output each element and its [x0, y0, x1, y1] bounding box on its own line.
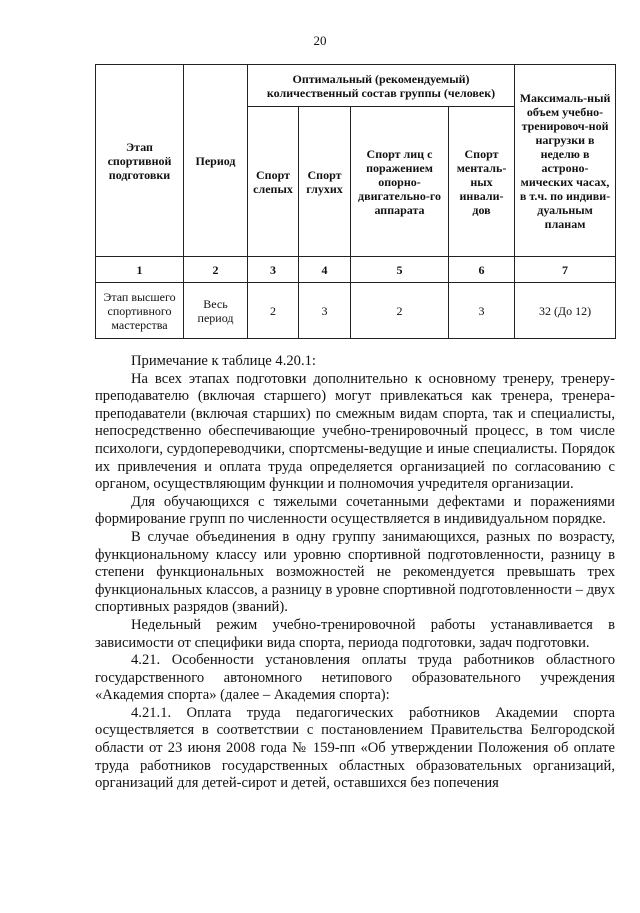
column-number: 2 — [184, 257, 248, 283]
column-number: 3 — [248, 257, 299, 283]
header-sport-mental: Спорт менталь-ных инвали-дов — [449, 107, 515, 257]
cell-period: Весь период — [184, 283, 248, 339]
cell-blind: 2 — [248, 283, 299, 339]
header-sport-deaf: Спорт глухих — [299, 107, 351, 257]
header-group-composition: Оптимальный (рекомендуемый) количественный состав группы (человек) — [248, 65, 515, 107]
paragraph: 4.21. Особенности установления оплаты труда работников областного государственного автономного нетипового образовательного учреждения «Академия спорта» (далее – Академия спорта): — [95, 652, 615, 704]
body-text — [95, 353, 615, 793]
header-max-load: Максималь-ный объем учебно-тренировоч-ной нагрузки в неделю в астроно-мических часах, в т.ч. по индиви-дуальным планам — [515, 65, 616, 257]
header-sport-musculoskeletal: Спорт лиц с поражением опорно-двигательно-го аппарата — [351, 107, 449, 257]
column-number: 4 — [299, 257, 351, 283]
cell-stage: Этап высшего спортивного мастерства — [96, 283, 184, 339]
column-number: 1 — [96, 257, 184, 283]
cell-mental: 3 — [449, 283, 515, 339]
cell-musculoskeletal: 2 — [351, 283, 449, 339]
paragraph: В случае объединения в одну группу занимающихся, разных по возрасту, функциональному классу или уровню спортивной подготовленности, разницу в степени функциональных возможностей не рекомендуется превышать трех функциональных классов, а разницу в уровне спортивной подготовленности – двух спортивных разрядов (званий). — [95, 528, 615, 616]
header-period: Период — [184, 65, 248, 257]
column-number: 7 — [515, 257, 616, 283]
column-number: 5 — [351, 257, 449, 283]
header-sport-blind: Спорт слепых — [248, 107, 299, 257]
paragraph: Для обучающихся с тяжелыми сочетанными дефектами и поражениями формирование групп по численности осуществляется в индивидуальном порядке. — [95, 493, 615, 528]
table-row — [96, 283, 616, 339]
page-number: 20 — [313, 33, 327, 48]
table-note-heading: Примечание к таблице 4.20.1: — [131, 353, 316, 369]
column-number: 6 — [449, 257, 515, 283]
cell-deaf: 3 — [299, 283, 351, 339]
paragraph: На всех этапах подготовки дополнительно к основному тренеру, тренеру-преподавателю (включая старшего) могут привлекаться как тренера, тренера-преподаватели (включая старших) по смежным видам спорта, так и специалисты, непосредственно обеспечивающие учебно-тренировочный процесс, в том числе психологи, сурдопереводчики, спортсмены-ведущие и иные специалисты. Порядок их привлечения и оплата труда определяется организацией по согласованию с органом, осуществляющим функции и полномочия учредителя организации. — [95, 370, 615, 493]
cell-max-load: 32 (До 12) — [515, 283, 616, 339]
paragraph: 4.21.1. Оплата труда педагогических работников Академии спорта осуществляется в соответствии с постановлением Правительства Белгородской области от 23 июня 2008 года № 159-пп «Об утверждении Положения об оплате труда работников государственных областных образовательных организаций, организаций для детей-сирот и детей, оставшихся без попечения — [95, 704, 615, 792]
paragraph: Недельный режим учебно-тренировочной работы устанавливается в зависимости от специфики вида спорта, периода подготовки, задач подготовки. — [95, 616, 615, 651]
training-groups-table — [95, 64, 616, 339]
header-stage: Этап спортивной подготовки — [96, 65, 184, 257]
